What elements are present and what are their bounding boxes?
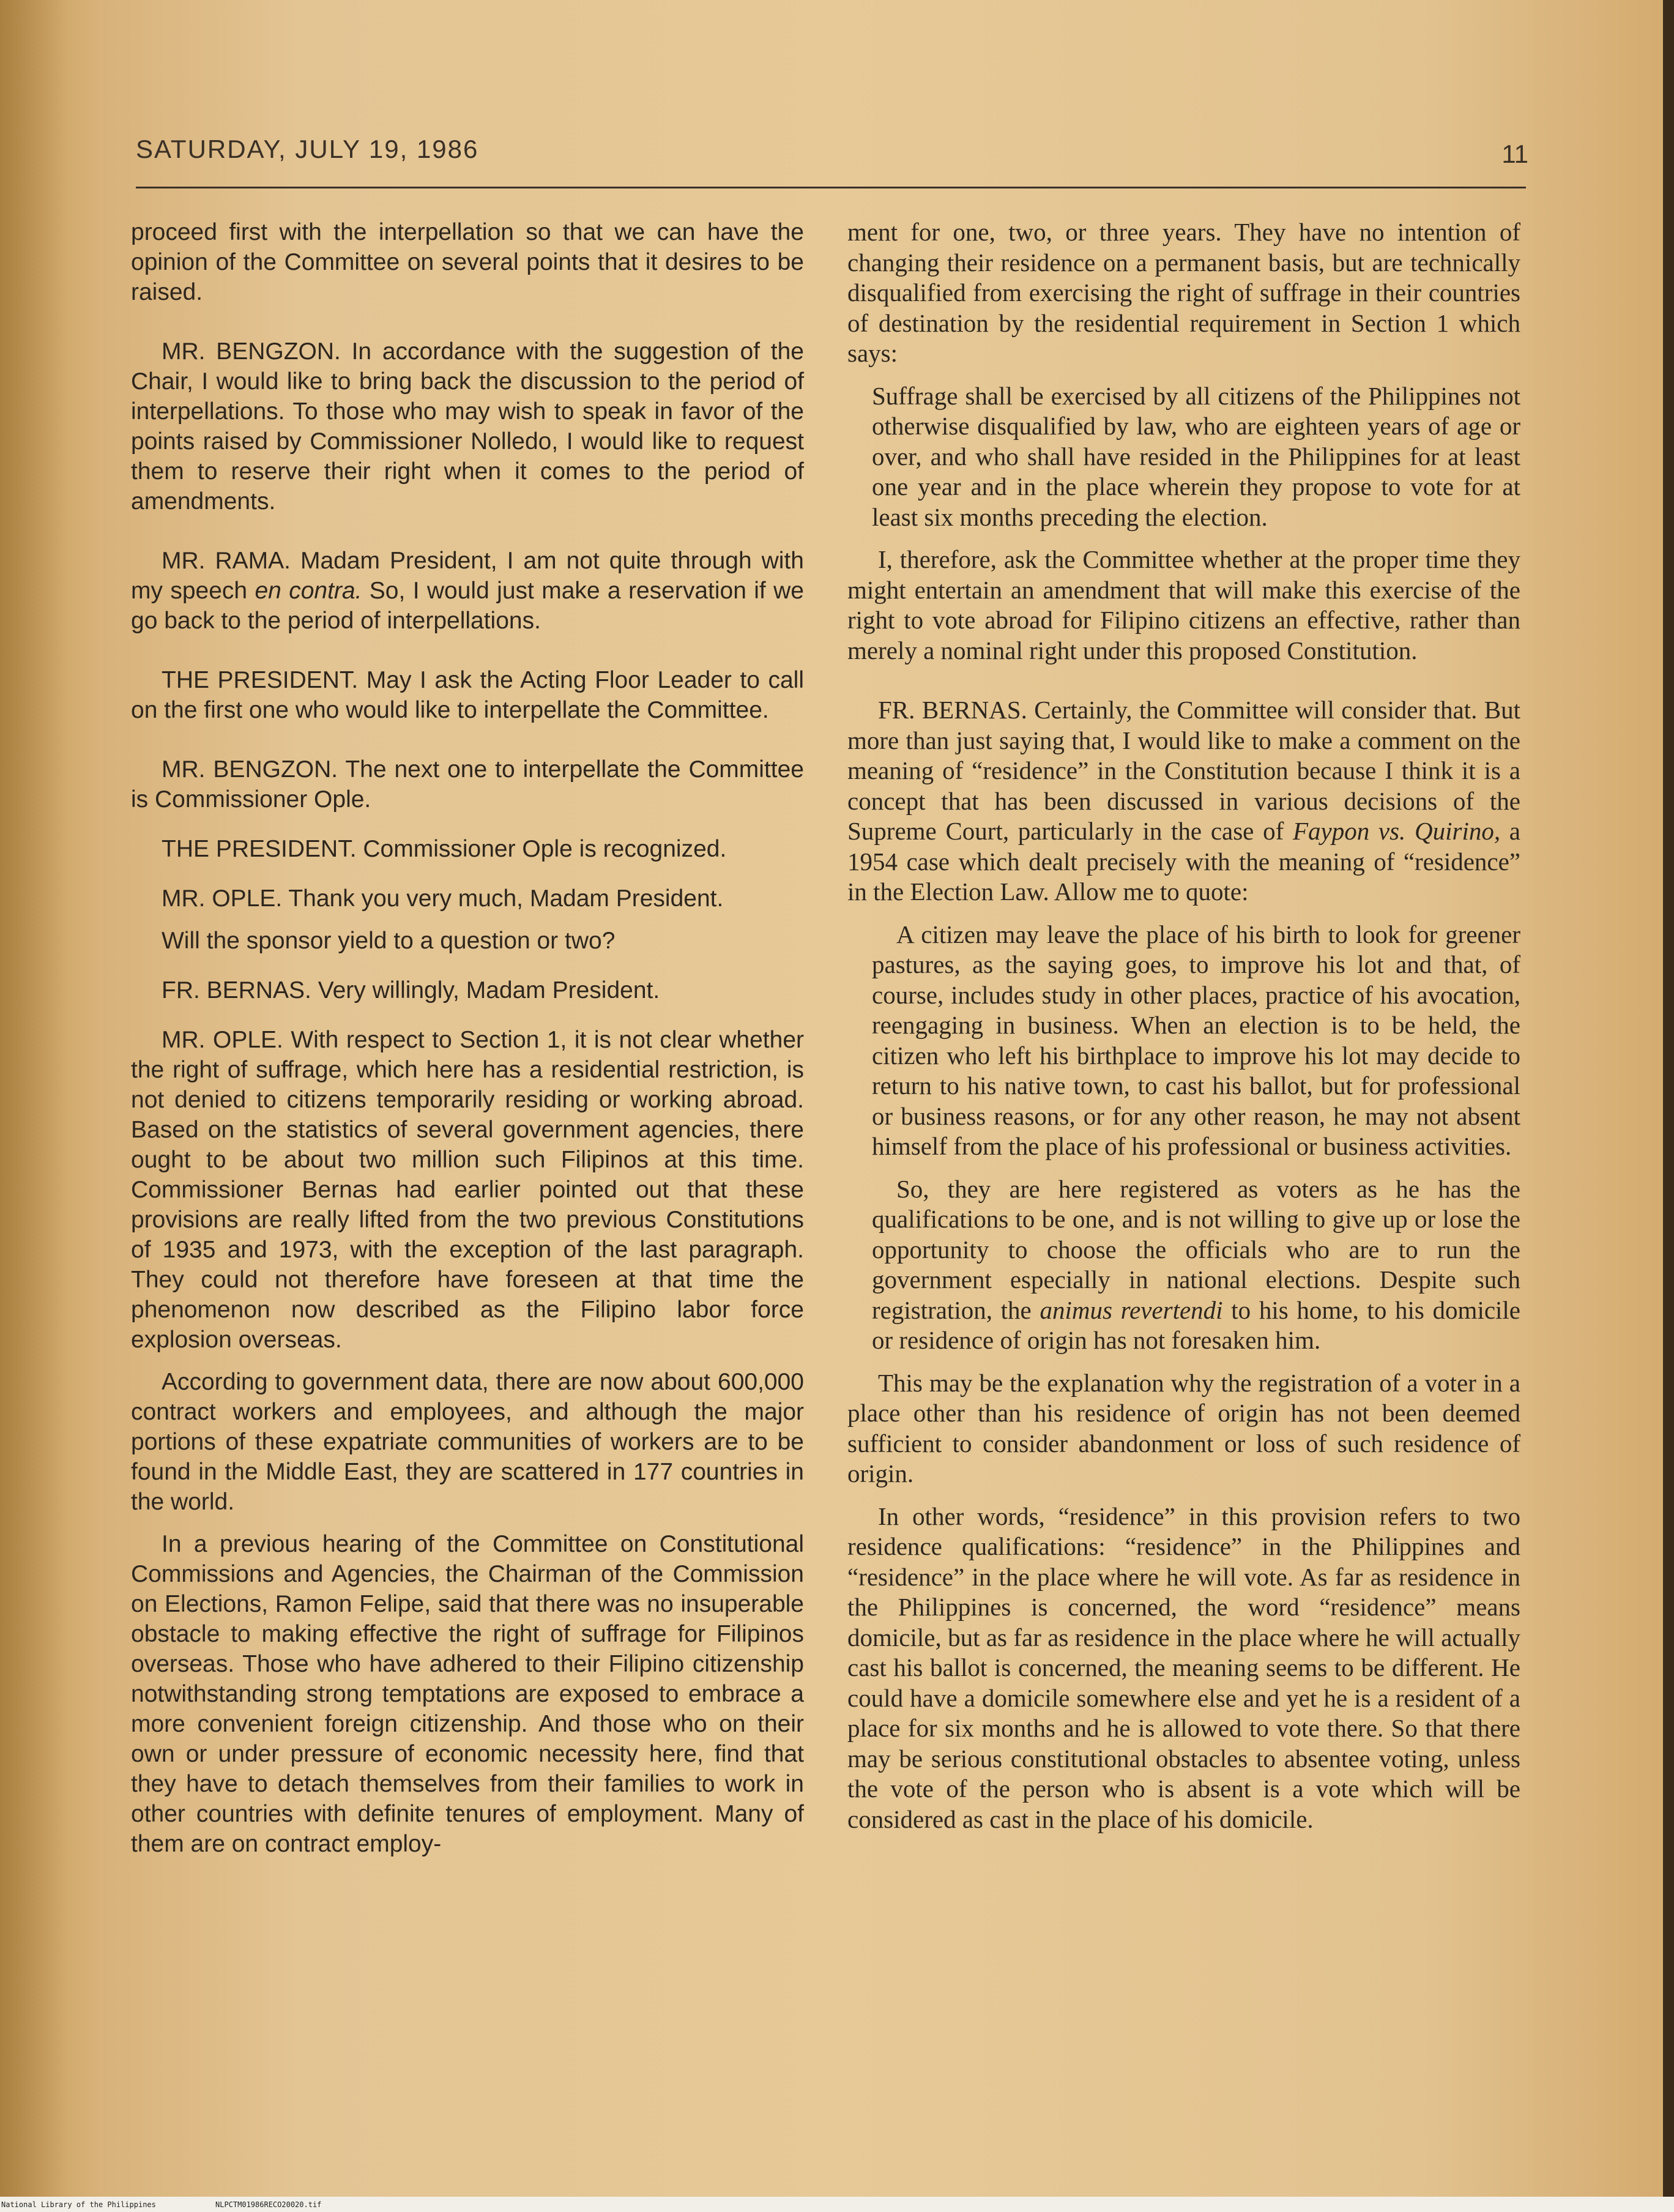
paragraph: This may be the explanation why the registration of a voter in a place other than his residence of origin has not been deemed sufficient to consider abandonment or loss of such residence of origin.	[847, 1368, 1520, 1488]
paragraph: THE PRESIDENT. May I ask the Acting Floor Leader to call on the first one who would like to interpellate the Committee.	[131, 667, 804, 723]
paragraph: FR. BERNAS. Very willingly, Madam President.	[162, 977, 660, 1004]
left-column	[131, 217, 804, 1859]
italic-run: animus revertendi	[1040, 1295, 1223, 1324]
header-date: SATURDAY, JULY 19, 1986	[136, 135, 479, 163]
scan-edge	[1663, 0, 1674, 2197]
paragraph: ment for one, two, or three years. They have no intention of changing their residence on a permanent basis, but are technically disqualified from exercising the right of suffrage in their countries of destination by the residential requirement in Section 1 which says:	[847, 218, 1520, 367]
paragraph: proceed first with the interpellation so that we can have the opinion of the Committee on several points that it desires to be raised.	[131, 219, 804, 305]
text-run: So, I would just make a reservation if we go back to the period of interpellations.	[131, 578, 804, 634]
paragraph: According to government data, there are now about 600,000 contract workers and employees, and although the major portions of these expatriate communities of workers are to be found in the Middle East, they are scattered in 177 countries in the world.	[131, 1369, 804, 1515]
scan-footer	[0, 2197, 1674, 2212]
paragraph: MR. OPLE. Thank you very much, Madam President.	[162, 885, 724, 912]
page-number: 11	[1501, 140, 1528, 168]
paragraph: Will the sponsor yield to a question or two?	[162, 928, 616, 954]
paragraph: MR. OPLE. With respect to Section 1, it is not clear whether the right of suffrage, which here has a residential restriction, is not denied to citizens temporarily residing or working abroad. Based on the statistics of several government agencies, there ought to be about two million such Filipinos at this time. Commissioner Bernas had earlier pointed out that these provisions are really lifted from the two previous Constitutions of 1935 and 1973, with the exception of the last paragraph. They could not therefore have foreseen at that time the phenomenon now described as the Filipino labor force explosion overseas.	[131, 1027, 804, 1353]
text-run: a 1954 case which dealt precisely with the meaning of “residence” in the Election Law. Allow me to quote:	[847, 817, 1521, 906]
text-run: FR. BERNAS. Certainly, the Committee will consider that. But more than just saying that, I would like to make a comment on the meaning of “residence” in the Constitution because I think it is a concept that has been discussed in various decisions of the Supreme Court, particularly in the case of	[847, 696, 1520, 845]
paragraph: MR. BENGZON. In accordance with the suggestion of the Chair, I would like to bring back the discussion to the period of interpellations. To those who may wish to speak in favor of the points raised by Commissioner Nolledo, I would like to request them to reserve their right when it comes to the period of amendments.	[131, 338, 804, 515]
block-quote	[847, 1174, 1520, 1356]
footer-filename: NLPCTM01986RECO20020.tif	[215, 2200, 322, 2209]
paragraph: In other words, “residence” in this provision refers to two residence qualifications: “residence” in the Philippines and “residence” in the place where he will vote. As far as residence in the Philippines is concerned, the word “residence” means domicile, but as far as residence in the place where he will actually cast his ballot is concerned, the meaning seems to be different. He could have a domicile somewhere else and yet he is a resident of a place for six months and he is allowed to vote there. So that there may be serious constitutional obstacles to absentee voting, unless the vote of the person who is absent is a vote which will be considered as cast in the place of his domicile.	[847, 1502, 1520, 1833]
header-rule	[136, 187, 1526, 188]
block-quote: A citizen may leave the place of his birth to look for greener pastures, as the saying goes, to improve his lot and that, of course, includes study in other places, practice of his avocation, reengaging in business. When an election is to be held, the citizen who left his birthplace to improve his lot may decide to return to his native town, to cast his ballot, but for professional or business reasons, or for any other reason, he may not absent himself from the place of his professional or business activities.	[872, 920, 1520, 1160]
italic-run: Faypon vs. Quirino,	[1292, 817, 1501, 845]
page-shadow	[0, 0, 67, 2197]
paragraph: THE PRESIDENT. Commissioner Ople is recognized.	[162, 836, 727, 862]
paragraph: I, therefore, ask the Committee whether at the proper time they might entertain an amendment that will make this exercise of the right to vote abroad for Filipino citizens an effective, rather than merely a nominal right under this proposed Constitution.	[847, 545, 1520, 665]
right-column	[847, 217, 1520, 1834]
italic-run: en contra.	[255, 578, 362, 604]
text-run: MR. RAMA. Madam President, I am not quite through with my speech	[131, 548, 804, 604]
paragraph	[131, 546, 804, 636]
paragraph: MR. BENGZON. The next one to interpellate the Committee is Commissioner Ople.	[131, 756, 804, 813]
paragraph: In a previous hearing of the Committee on Constitutional Commissions and Agencies, the Chairman of the Commission on Elections, Ramon Felipe, said that there was no insuperable obstacle to making effective the right of suffrage for Filipinos overseas. Those who have adhered to their Filipino citizenship notwithstanding strong temptations are exposed to embrace a more convenient foreign citizenship. And those who on their own or under pressure of economic necessity here, find that they have to detach themselves from their families to work in other countries with definite tenures of employment. Many of them are on contract employ-	[131, 1531, 804, 1857]
page-header	[136, 128, 1528, 184]
block-quote: Suffrage shall be exercised by all citizens of the Philippines not otherwise disqualified by law, who are eighteen years of age or over, and who shall have resided in the Philippines for at least one year and in the place wherein they propose to vote for at least six months preceding the election.	[872, 381, 1520, 531]
text-run: to his home, to his domicile or residence of origin has not foresaken him.	[872, 1295, 1521, 1354]
footer-library: National Library of the Philippines	[1, 2200, 156, 2209]
text-run: So, they are here registered as voters as he has the qualifications to be one, and is not willing to give up or lose the opportunity to choose the officials who are to run the government especially in national elections. Despite such registration, the	[872, 1174, 1520, 1324]
paragraph	[847, 695, 1520, 907]
